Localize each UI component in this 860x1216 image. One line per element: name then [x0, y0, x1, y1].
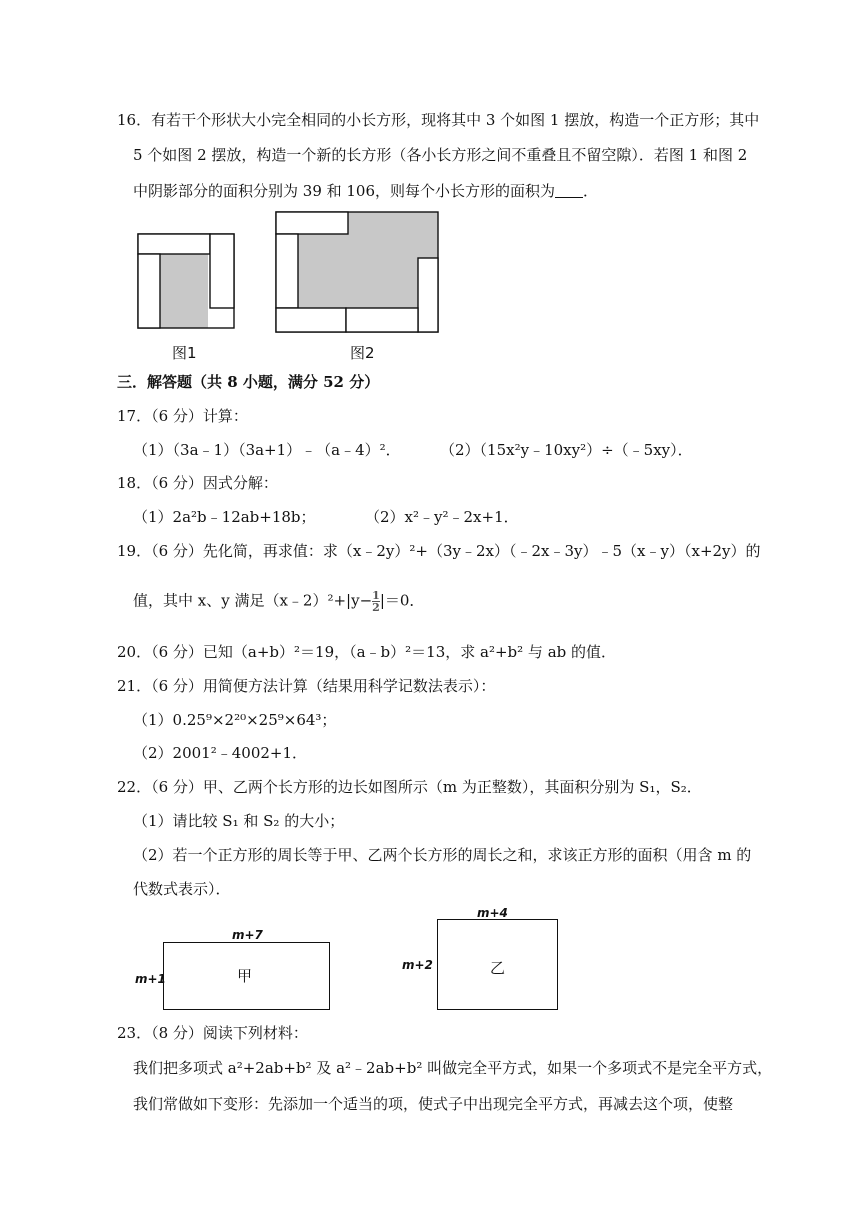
fig2-rect-bottom-left	[276, 308, 346, 332]
rect-a-side-label: m+1	[135, 972, 166, 986]
q18-part2: （2）x²﹣y²﹣2x+1．	[365, 508, 519, 526]
figure-2	[270, 206, 446, 336]
q16-line3	[133, 181, 598, 201]
q23-line1: 我们把多项式 a²+2ab+b² 及 a²﹣2ab+b² 叫做完全平方式，如果一个多项式不是完全平方式，	[133, 1059, 773, 1077]
rect-a-top-label: m+7	[232, 928, 263, 942]
fig2-caption: 图2	[350, 344, 375, 362]
q17-part1: （1）（3a﹣1）（3a+1）﹣（a﹣4）²．	[133, 441, 401, 459]
fig1-rect-left	[138, 254, 160, 328]
answer-blank	[555, 183, 583, 198]
rect-b-name: 乙	[490, 959, 506, 977]
q18-head: 18．（6 分）因式分解：	[117, 474, 278, 492]
rect-b-side-label: m+2	[402, 958, 433, 972]
one-half-fraction	[372, 590, 380, 613]
q18-part1: （1）2a²b﹣12ab+18b；	[133, 508, 316, 526]
q16-line2: 5 个如图 2 摆放，构造一个新的长方形（各小长方形之间不重叠且不留空隙）．若图 1 和图 2	[133, 146, 748, 164]
q16-line3-text: 中阴影部分的面积分别为 39 和 106，则每个小长方形的面积为	[133, 182, 556, 200]
q22-head: 22．（6 分）甲、乙两个长方形的边长如图所示（m 为正整数），其面积分别为 S₁，S₂．	[117, 778, 702, 796]
q21-head: 21．（6 分）用简便方法计算（结果用科学记数法表示）：	[117, 677, 496, 695]
rect-a-name: 甲	[237, 967, 253, 985]
fig1-rect-top	[138, 234, 210, 254]
q19-line2	[133, 590, 424, 613]
q22-part1: （1）请比较 S₁ 和 S₂ 的大小；	[133, 812, 345, 830]
fig2-rect-right	[418, 258, 438, 332]
fig2-rect-left	[276, 234, 298, 308]
q22-part2-line1: （2）若一个正方形的周长等于甲、乙两个长方形的周长之和，求该正方形的面积（用含 m 的	[133, 846, 752, 864]
q16-line3-end: ．	[583, 182, 599, 200]
fig1-shaded-area	[160, 254, 208, 328]
q19-line2-end: |＝0．	[379, 591, 425, 610]
rect-b-top-label: m+4	[477, 906, 508, 920]
q19-line2-text: 值，其中 x、y 满足（x﹣2）²+|y−	[133, 591, 373, 610]
fraction-denominator: 2	[372, 601, 380, 614]
fig2-rect-top	[276, 212, 348, 234]
q17-part2: （2）（15x²y﹣10xy²）÷（﹣5xy）．	[440, 441, 693, 459]
q21-part2: （2）2001²﹣4002+1．	[133, 744, 308, 762]
fig2-rect-bottom-right	[346, 308, 418, 332]
q23-line2: 我们常做如下变形：先添加一个适当的项，使式子中出现完全平方式，再减去这个项，使整	[133, 1095, 734, 1113]
q21-part1: （1）0.25⁹×2²⁰×25⁹×64³；	[133, 711, 337, 729]
q23-head: 23．（8 分）阅读下列材料：	[117, 1024, 308, 1042]
fraction-numerator: 1	[372, 589, 380, 602]
fig1-caption: 图1	[172, 344, 197, 362]
fig1-rect-right	[210, 234, 234, 308]
section-3-title: 三．解答题（共 8 小题，满分 52 分）	[117, 373, 380, 391]
figure-1	[130, 228, 240, 334]
q22-part2-line2: 代数式表示）．	[133, 880, 231, 898]
q17-head: 17．（6 分）计算：	[117, 407, 248, 425]
q20-line: 20．（6 分）已知（a+b）²＝19，（a﹣b）²＝13，求 a²+b² 与 ab 的值．	[117, 643, 617, 661]
q19-line1: 19．（6 分）先化简，再求值：求（x﹣2y）²+（3y﹣2x）（﹣2x﹣3y）﹣5（x﹣y）（x+2y）的	[117, 542, 761, 560]
q16-line1: 16．有若干个形状大小完全相同的小长方形，现将其中 3 个如图 1 摆放，构造一个正方形；其中	[117, 111, 760, 129]
